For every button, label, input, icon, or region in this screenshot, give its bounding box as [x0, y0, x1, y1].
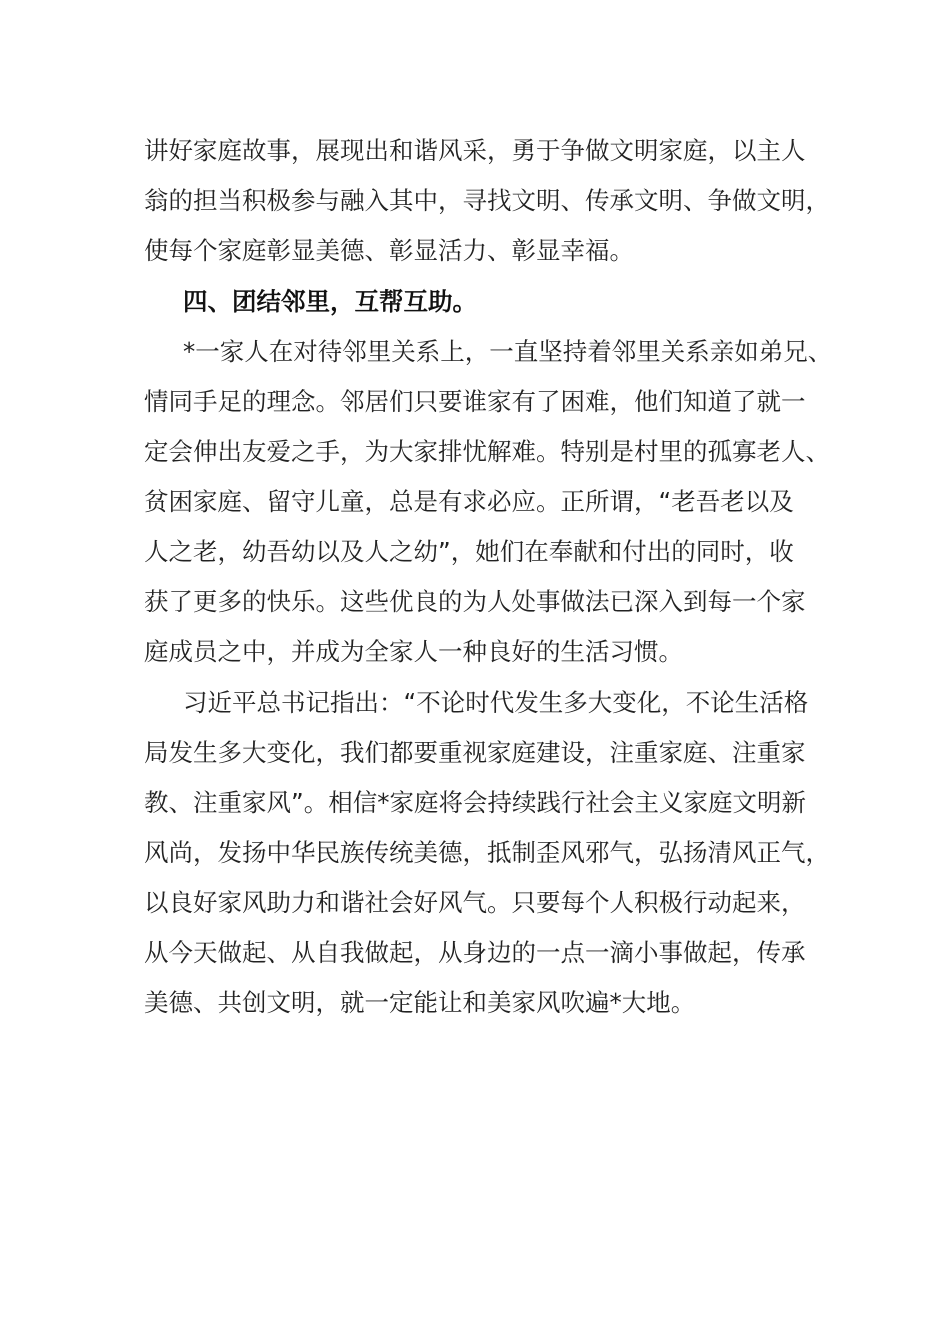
paragraph-line: 获了更多的快乐。这些优良的为人处事做法已深入到每一个家 — [144, 587, 806, 616]
paragraph-line: 以良好家风助力和谐社会好风气。只要每个人积极行动起来， — [144, 888, 806, 917]
paragraph-line: 风尚，发扬中华民族传统美德，抵制歪风邪气，弘扬清风正气， — [144, 838, 830, 867]
paragraph-line: 定会伸出友爱之手，为大家排忧解难。特别是村里的孤寡老人、 — [144, 437, 830, 466]
paragraph-line: *一家人在对待邻里关系上，一直坚持着邻里关系亲如弟兄、 — [183, 337, 833, 366]
paragraph-line: 美德、共创文明，就一定能让和美家风吹遍*大地。 — [144, 988, 696, 1017]
paragraph-line: 贫困家庭、留守儿童，总是有求必应。正所谓，“老吾老以及 — [144, 487, 794, 516]
paragraph-line: 从今天做起、从自我做起，从身边的一点一滴小事做起，传承 — [144, 938, 806, 967]
paragraph-line: 庭成员之中，并成为全家人一种良好的生活习惯。 — [144, 637, 683, 666]
paragraph-line: 讲好家庭故事，展现出和谐风采，勇于争做文明家庭，以主人 — [144, 136, 806, 165]
paragraph-line: 情同手足的理念。邻居们只要谁家有了困难，他们知道了就一 — [144, 387, 806, 416]
section-heading: 四、团结邻里，互帮互助。 — [183, 287, 477, 316]
paragraph-line: 教、注重家风”。相信*家庭将会持续践行社会主义家庭文明新 — [144, 788, 806, 817]
paragraph-line: 习近平总书记指出：“不论时代发生多大变化，不论生活格 — [183, 688, 809, 717]
paragraph-line: 使每个家庭彰显美德、彰显活力、彰显幸福。 — [144, 236, 634, 265]
paragraph-line: 人之老，幼吾幼以及人之幼”，她们在奉献和付出的同时，收 — [144, 537, 794, 566]
paragraph-line: 局发生多大变化，我们都要重视家庭建设，注重家庭、注重家 — [144, 738, 806, 767]
paragraph-line: 翁的担当积极参与融入其中，寻找文明、传承文明、争做文明， — [144, 186, 830, 215]
